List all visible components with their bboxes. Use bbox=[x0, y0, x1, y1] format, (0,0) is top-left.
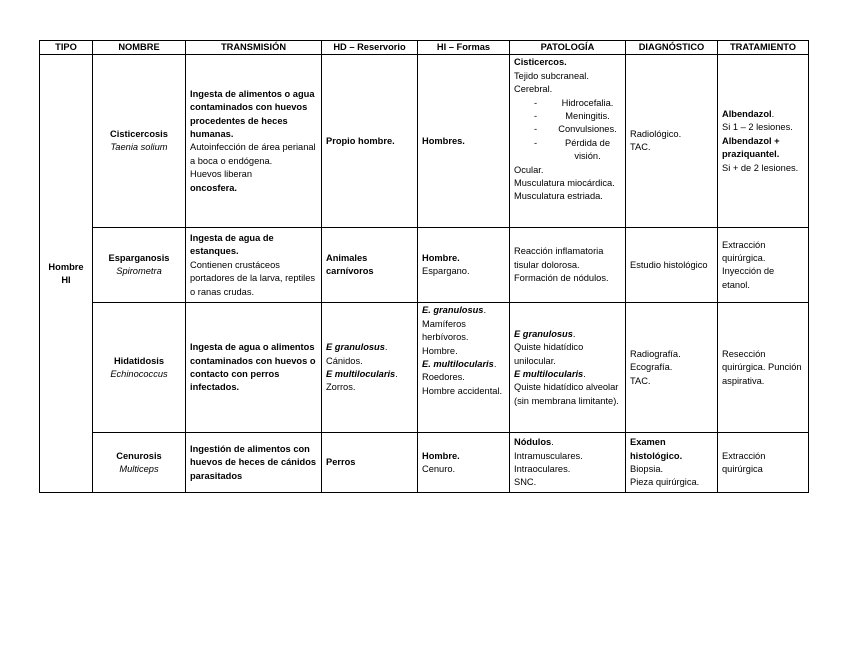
table-row bbox=[40, 55, 809, 228]
hi-text: Espargano. bbox=[422, 266, 470, 277]
hd-text: Zorros. bbox=[326, 382, 356, 393]
hi-cell: E. granulosus. Mamíferos herbívoros. Hombre. E. multilocularis. Roedores. Hombre accidental. bbox=[418, 303, 510, 433]
hi-cell: Hombres. bbox=[418, 55, 510, 228]
patologia-text: Intramusculares. bbox=[514, 450, 583, 461]
disease-name: Cenurosis bbox=[116, 450, 162, 461]
patologia-text: Intraoculares. bbox=[514, 463, 571, 474]
header-diagnostico: DIAGNÓSTICO bbox=[626, 41, 718, 55]
diagnostico-text: Ecografía. bbox=[630, 362, 673, 373]
tratamiento-cell: Extracción quirúrgica. Inyección de etanol. bbox=[718, 228, 809, 303]
patologia-cell: E granulosus. Quiste hidatídico unilocular. E multilocularis. Quiste hidatídico alveolar (sin membrana limitante). bbox=[510, 303, 626, 433]
header-transmision: TRANSMISIÓN bbox=[186, 41, 322, 55]
table-row bbox=[40, 228, 809, 303]
nombre-cell bbox=[93, 303, 186, 433]
species-name: E. multilocularis bbox=[422, 359, 494, 370]
transmision-text: Huevos liberan bbox=[190, 169, 253, 180]
nombre-cell bbox=[93, 55, 186, 228]
list-item bbox=[514, 97, 621, 110]
header-tratamiento: TRATAMIENTO bbox=[718, 41, 809, 55]
diagnostico-text: Radiológico. bbox=[630, 129, 682, 139]
header-tipo: TIPO bbox=[40, 41, 93, 55]
tratamiento-text: Albendazol + praziquantel. bbox=[722, 135, 780, 160]
species-name: Taenia solium bbox=[110, 142, 168, 153]
tratamiento-text: Albendazol bbox=[722, 108, 772, 119]
patologia-text: SNC. bbox=[514, 477, 537, 488]
tratamiento-cell: Albendazol. Si 1 – 2 lesiones. Albendazol + praziquantel. Si + de 2 lesiones. bbox=[718, 55, 809, 228]
tratamiento-text: Si + de 2 lesiones. bbox=[722, 162, 799, 173]
tratamiento-text: Si 1 – 2 lesiones. bbox=[722, 122, 793, 133]
transmision-cell bbox=[186, 228, 322, 303]
species-name: E granulosus bbox=[326, 342, 385, 353]
hi-cell bbox=[418, 228, 510, 303]
diagnostico-cell bbox=[626, 433, 718, 493]
nombre-cell bbox=[93, 228, 186, 303]
diagnostico-text: Radiografía. bbox=[630, 348, 681, 359]
patologia-text: Cerebral. bbox=[514, 84, 553, 95]
hd-cell: Animales carnívoros bbox=[322, 228, 418, 303]
diagnostico-cell bbox=[626, 303, 718, 433]
hi-text: Cenuro. bbox=[422, 463, 456, 474]
patologia-text: Musculatura miocárdica. bbox=[514, 178, 615, 189]
diagnostico-text: Pieza quirúrgica. bbox=[630, 477, 700, 488]
hd-cell: Perros bbox=[322, 433, 418, 493]
species-name: Echinococcus bbox=[110, 368, 168, 379]
species-name: E multilocularis bbox=[514, 368, 584, 379]
patologia-cell bbox=[510, 55, 626, 228]
parasitology-table bbox=[39, 40, 809, 493]
header-hi: HI – Formas bbox=[418, 41, 510, 55]
species-name: E multilocularis bbox=[326, 368, 396, 379]
patologia-text: Tejido subcraneal. bbox=[514, 70, 589, 81]
diagnostico-cell: Estudio histológico bbox=[626, 228, 718, 303]
list-item bbox=[514, 110, 621, 123]
diagnostico-text: Examen histológico. bbox=[630, 437, 683, 461]
species-name: Spirometra bbox=[116, 266, 162, 277]
diagnostico-text: Biopsia. bbox=[630, 463, 664, 474]
species-name: E. granulosus bbox=[422, 305, 484, 316]
transmision-text: Ingesta de agua de estanques. bbox=[190, 232, 274, 257]
disease-name: Esparganosis bbox=[108, 253, 170, 263]
species-name: Multiceps bbox=[119, 463, 159, 474]
patologia-text: Nódulos bbox=[514, 437, 552, 448]
patologia-cell: Reacción inflamatoria tisular dolorosa. Formación de nódulos. bbox=[510, 228, 626, 303]
hi-text: Hombre. bbox=[422, 450, 460, 461]
transmision-cell bbox=[186, 55, 322, 228]
hd-cell: Propio hombre. bbox=[322, 55, 418, 228]
transmision-text: oncosfera. bbox=[190, 182, 238, 193]
disease-name: Hidatidosis bbox=[113, 355, 165, 366]
table-row bbox=[40, 433, 809, 493]
diagnostico-cell bbox=[626, 55, 718, 228]
header-patologia: PATOLOGÍA bbox=[510, 41, 626, 55]
hd-text: Cánidos. bbox=[326, 355, 363, 366]
header-row bbox=[40, 41, 809, 55]
list-item-text: - Convulsiones. bbox=[558, 124, 617, 135]
transmision-cell: Ingestión de alimentos con huevos de heces de cánidos parasitados bbox=[186, 433, 322, 493]
hi-text: Roedores. bbox=[422, 372, 465, 383]
patologia-text: Quiste hidatídico unilocular. bbox=[514, 342, 584, 366]
tratamiento-cell: Resección quirúrgica. Punción aspirativa. bbox=[718, 303, 809, 433]
patologia-text: Ocular. bbox=[514, 164, 544, 175]
disease-name: Cisticercosis bbox=[110, 129, 168, 139]
hi-text: Mamíferos herbívoros. bbox=[422, 318, 469, 343]
list-item bbox=[514, 137, 621, 164]
list-item-text: - Pérdida de visión. bbox=[565, 137, 610, 162]
transmision-text: Ingesta de alimentos o agua contaminados con huevos procedentes de heces humanas. bbox=[190, 88, 315, 139]
patologia-cell: Nódulos. Intramusculares. Intraoculares. SNC. bbox=[510, 433, 626, 493]
hi-text: Hombre. bbox=[422, 253, 460, 263]
diagnostico-text: TAC. bbox=[630, 375, 651, 386]
diagnostico-text: TAC. bbox=[630, 142, 651, 153]
list-item bbox=[514, 123, 621, 136]
transmision-text: Autoinfección de área perianal a boca o endógena. bbox=[190, 142, 316, 166]
header-nombre: NOMBRE bbox=[93, 41, 186, 55]
tipo-cell: Hombre HI bbox=[40, 55, 93, 493]
transmision-cell: Ingesta de agua o alimentos contaminados con huevos o contacto con perros infectados. bbox=[186, 303, 322, 433]
header-hd: HD – Reservorio bbox=[322, 41, 418, 55]
list-item-text: - Meningitis. bbox=[565, 111, 610, 122]
tratamiento-cell: Extracción quirúrgica bbox=[718, 433, 809, 493]
table-row bbox=[40, 303, 809, 433]
hi-text: Hombre. bbox=[422, 345, 458, 356]
hd-cell: E granulosus. Cánidos. E multilocularis. Zorros. bbox=[322, 303, 418, 433]
patologia-text: Quiste hidatídico alveolar (sin membrana limitante). bbox=[514, 382, 619, 406]
hi-cell bbox=[418, 433, 510, 493]
nombre-cell bbox=[93, 433, 186, 493]
hi-text: Hombre accidental. bbox=[422, 385, 503, 396]
species-name: E granulosus bbox=[514, 328, 573, 339]
patologia-text: Cisticercos. bbox=[514, 57, 567, 68]
transmision-text: Contienen crustáceos portadores de la larva, reptiles o ranas crudas. bbox=[190, 259, 316, 297]
patologia-text: Musculatura estriada. bbox=[514, 191, 603, 202]
list-item-text: - Hidrocefalia. bbox=[561, 97, 614, 108]
